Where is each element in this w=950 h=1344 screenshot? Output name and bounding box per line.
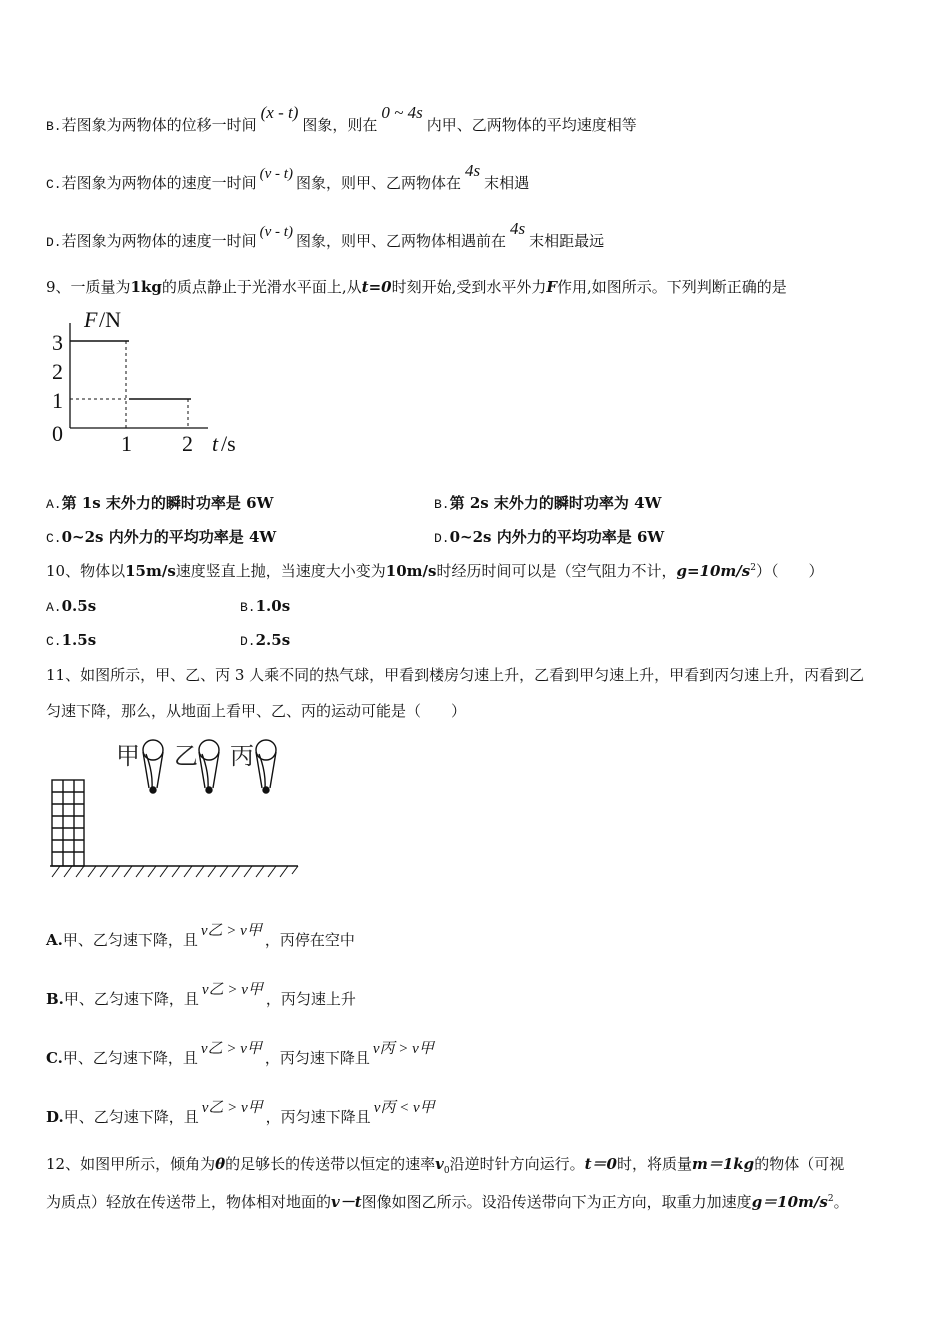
q8-option-b: B.若图象为两物体的位移一时间(x - t)图象，则在0 ~ 4s内甲、乙两物体的平均速度相等 bbox=[46, 103, 637, 134]
q10-option-b: B.1.0s bbox=[240, 597, 291, 615]
q8-option-d: D.若图象为两物体的速度一时间 (v - t) 图象，则甲、乙两物体相遇前在4s末相距最远 bbox=[46, 219, 605, 250]
graph-ytick-1: 1 bbox=[52, 388, 63, 413]
balloon-jia-icon bbox=[143, 740, 163, 793]
graph-ytick-2: 2 bbox=[52, 359, 63, 384]
q10-stem: 10、物体以15m/s速度竖直上抛，当速度大小变为10m/s时经历时间可以是（空气阻力不计，$g=10m/s^2$）（ ） bbox=[46, 562, 824, 580]
q11-stem-line2: 匀速下降，那么，从地面上看甲、乙、丙的运动可能是（ ） bbox=[46, 702, 467, 720]
balloon-label-jia: 甲 bbox=[116, 742, 140, 770]
q11-option-d: D.甲、乙匀速下降，且 v乙 > v甲 ，丙匀速下降且 v丙 < v甲 bbox=[46, 1100, 435, 1126]
q9-option-c: C.0~2s 内外力的平均功率是 4W bbox=[46, 528, 277, 546]
graph-xtick-2: 2 bbox=[182, 431, 193, 456]
q12-stem-line1: 12、如图甲所示，倾角为θ的足够长的传送带以恒定的速率$v_0$沿逆时针方向运行。t＝0时，将质量m＝1kg的物体（可视 bbox=[46, 1155, 845, 1176]
force-time-graph bbox=[40, 305, 270, 465]
q9-option-a: A.第 1s 末外力的瞬时功率是 6W bbox=[46, 494, 274, 512]
ground-hatching bbox=[52, 866, 298, 877]
q10-option-a: A.0.5s bbox=[46, 597, 97, 615]
balloon-bing-icon bbox=[256, 740, 276, 793]
q11-stem-line1: 11、如图所示，甲、乙、丙 3 人乘不同的热气球，甲看到楼房匀速上升，乙看到甲匀速上升，甲看到丙匀速上升，丙看到乙 bbox=[46, 666, 865, 684]
balloon-label-yi: 乙 bbox=[174, 742, 198, 770]
q11-option-a: A.甲、乙匀速下降，且 v乙 > v甲 ，丙停在空中 bbox=[46, 923, 355, 949]
balloon-figure bbox=[46, 732, 316, 882]
graph-xlabel-unit: /s bbox=[221, 431, 236, 456]
q12-stem-line2: 为质点）轻放在传送带上，物体相对地面的v－t图像如图乙所示。设沿传送带向下为正方向，取重力加速度$g=10m/s^2$。 bbox=[46, 1193, 849, 1211]
graph-ytick-3: 3 bbox=[52, 330, 63, 355]
building bbox=[52, 780, 84, 866]
graph-xtick-1: 1 bbox=[121, 431, 132, 456]
graph-origin: 0 bbox=[52, 421, 63, 446]
graph-xlabel-t: t bbox=[212, 431, 219, 456]
q10-option-d: D.2.5s bbox=[240, 631, 291, 649]
balloon-yi-icon bbox=[199, 740, 219, 793]
q9-stem: 9、一质量为1kg的质点静止于光滑水平面上,从t=0时刻开始,受到水平外力F作用,如图所示。下列判断正确的是 bbox=[46, 278, 787, 296]
q9-option-d: D.0~2s 内外力的平均功率是 6W bbox=[434, 528, 665, 546]
q9-option-b: B.第 2s 末外力的瞬时功率为 4W bbox=[434, 494, 662, 512]
graph-ylabel-unit: /N bbox=[99, 307, 121, 332]
q10-option-c: C.1.5s bbox=[46, 631, 97, 649]
graph-ylabel-f: F bbox=[84, 307, 98, 332]
q11-option-c: C.甲、乙匀速下降，且 v乙 > v甲 ，丙匀速下降且 v丙 > v甲 bbox=[46, 1041, 434, 1067]
q8-option-c: C.若图象为两物体的速度一时间 (v - t) 图象，则甲、乙两物体在4s末相遇 bbox=[46, 161, 530, 192]
balloon-label-bing: 丙 bbox=[230, 742, 254, 770]
q11-option-b: B.甲、乙匀速下降，且 v乙 > v甲 ，丙匀速上升 bbox=[46, 982, 356, 1008]
